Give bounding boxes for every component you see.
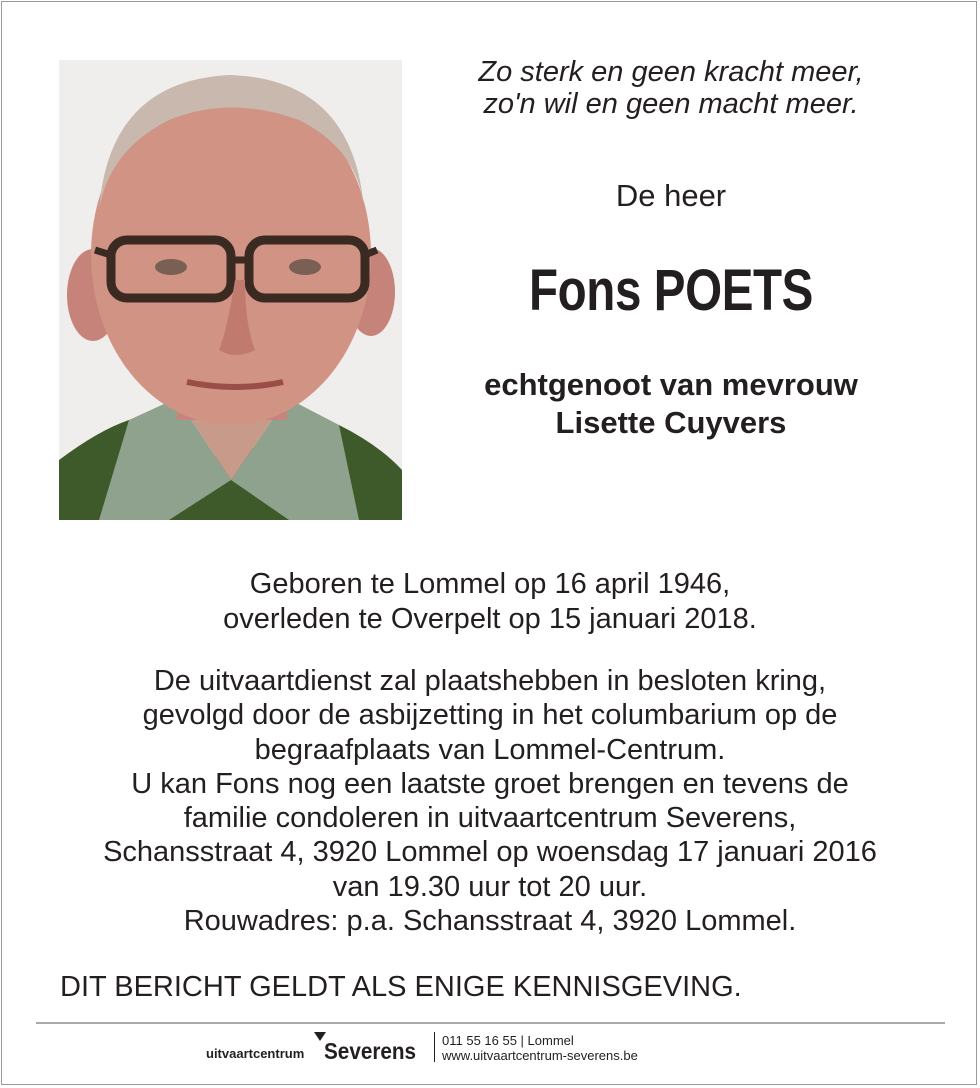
funeral-line: familie condoleren in uitvaartcentrum Severens,: [183, 802, 797, 835]
portrait-photo: [59, 60, 402, 520]
footer-logo: [0, 1026, 980, 1066]
deceased-name: Fons POETS: [529, 258, 813, 323]
footer-prefix: uitvaartcentrum: [206, 1046, 305, 1061]
birth-line: Geboren te Lommel op 16 april 1946,: [249, 568, 731, 600]
quote: [440, 56, 902, 120]
footer-separator: [434, 1032, 435, 1062]
honorific: De heer: [615, 178, 727, 213]
funeral-line: begraafplaats van Lommel-Centrum.: [254, 733, 726, 766]
funeral-line: gevolgd door de asbijzetting in het columbarium op de: [142, 699, 838, 732]
notice-text: DIT BERICHT GELDT ALS ENIGE KENNISGEVING.: [60, 971, 742, 1003]
quote-line-1: Zo sterk en geen kracht meer,: [478, 56, 864, 88]
funeral-line: van 19.30 uur tot 20 uur.: [332, 870, 648, 903]
spouse-line-1: echtgenoot van mevrouw: [484, 367, 858, 402]
quote-line-2: zo'n wil en geen macht meer.: [483, 88, 859, 120]
funeral-line: De uitvaartdienst zal plaatshebben in besloten kring,: [153, 665, 827, 697]
spouse-info: [425, 366, 917, 442]
spouse-line-2: Lisette Cuyvers: [555, 405, 787, 440]
funeral-line: U kan Fons nog een laatste groet brengen en tevens de: [131, 767, 849, 800]
funeral-details: [40, 664, 940, 938]
death-line: overleden te Overpelt op 15 januari 2018.: [223, 603, 757, 635]
funeral-line: Schansstraat 4, 3920 Lommel op woensdag 17 januari 2016: [103, 836, 877, 869]
footer-website[interactable]: www.uitvaartcentrum-severens.be: [442, 1048, 638, 1063]
divider: [36, 1022, 945, 1024]
funeral-line: Rouwadres: p.a. Schansstraat 4, 3920 Lommel.: [183, 905, 797, 938]
footer-phone: 011 55 16 55 | Lommel: [442, 1033, 574, 1048]
life-dates: [40, 567, 940, 637]
footer-brand: Severens: [324, 1038, 417, 1064]
